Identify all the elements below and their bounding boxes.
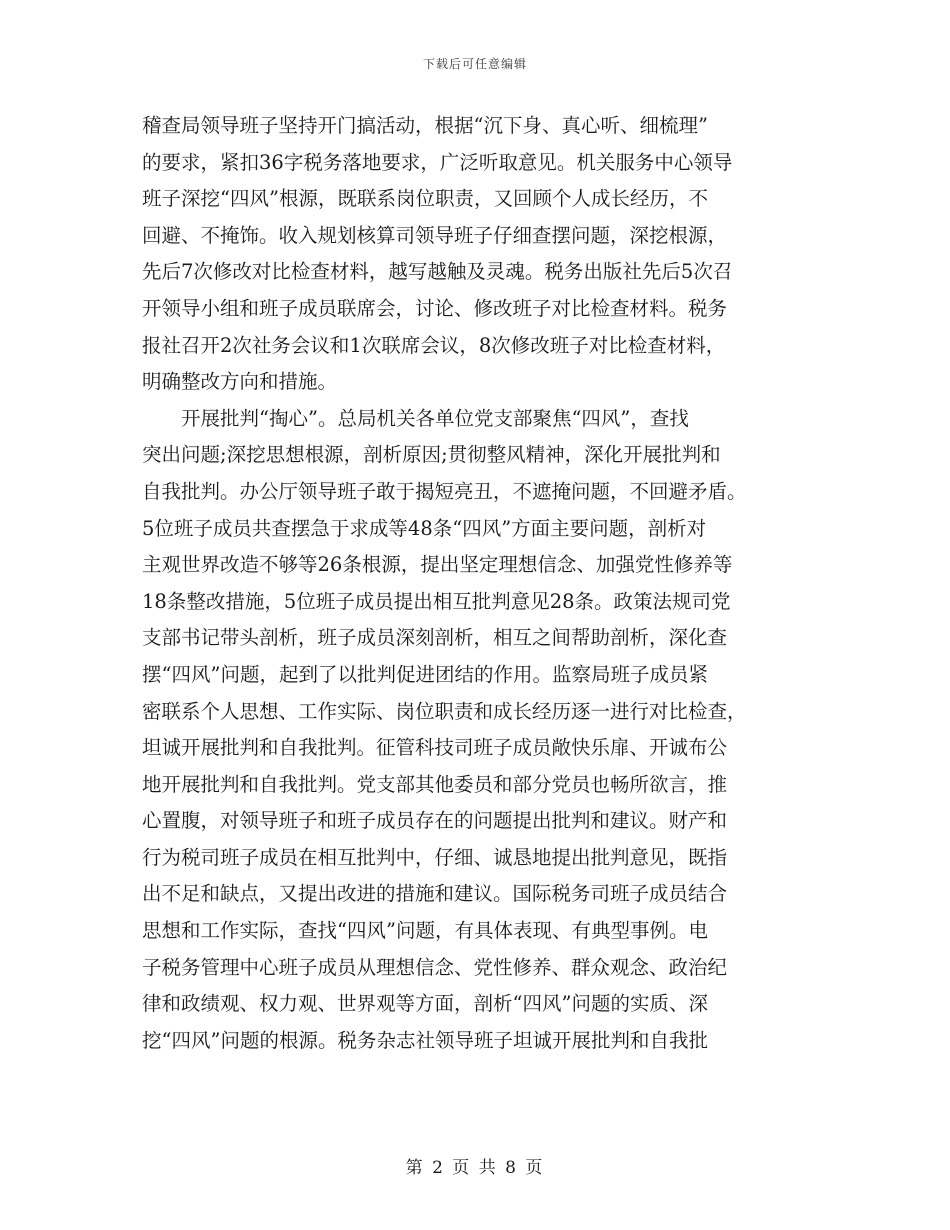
- document-body: [142, 108, 810, 1059]
- page-number-footer: 第 2 页 共 8 页: [405, 1158, 545, 1178]
- text-line: 出不足和缺点，又提出改进的措施和建议。国际税务司班子成员结合: [142, 882, 728, 906]
- text-line: 明确整改方向和措施。: [142, 370, 338, 394]
- text-line: 突出问题;深挖思想根源，剖析原因;贯彻整风精神，深化开展批判和: [142, 443, 721, 467]
- text-line: 18条整改措施，5位班子成员提出相互批判意见28条。政策法规司党: [142, 589, 731, 613]
- text-line: 自我批判。办公厅领导班子敢于揭短亮丑，不遮掩问题，不回避矛盾。: [142, 479, 747, 503]
- text-line: 心置腹，对领导班子和班子成员存在的问题提出批判和建议。财产和: [142, 809, 728, 833]
- page-header: 下载后可任意编辑: [422, 57, 527, 71]
- text-line: 班子深挖“四风”根源，既联系岗位职责，又回顾个人成长经历，不: [142, 187, 708, 211]
- paragraph-2: [142, 401, 810, 1060]
- text-line: 稽查局领导班子坚持开门搞活动，根据“沉下身、真心听、细梳理”: [142, 114, 708, 137]
- paragraph-1: [142, 108, 810, 401]
- text-line: 地开展批判和自我批判。党支部其他委员和部分党员也畅所欲言，推: [142, 772, 728, 796]
- text-line: 开展批判“掏心”。总局机关各单位党支部聚焦“四风”，查找: [142, 406, 689, 430]
- text-line: 行为税司班子成员在相互批判中，仔细、诚恳地提出批判意见，既指: [142, 845, 728, 869]
- text-line: 子税务管理中心班子成员从理想信念、党性修养、群众观念、政治纪: [142, 955, 728, 979]
- text-line: 坦诚开展批判和自我批判。征管科技司班子成员敞快乐扉、开诚布公: [142, 736, 728, 760]
- text-line: 先后7次修改对比检查材料，越写越触及灵魂。税务出版社先后5次召: [142, 260, 733, 284]
- text-line: 主观世界改造不够等26条根源，提出坚定理想信念、加强党性修养等: [142, 553, 733, 577]
- text-line: 5位班子成员共查摆急于求成等48条“四风”方面主要问题，剖析对: [142, 516, 707, 540]
- text-line: 律和政绩观、权力观、世界观等方面，剖析“四风”问题的实质、深: [142, 992, 708, 1016]
- text-line: 挖“四风”问题的根源。税务杂志社领导班子坦诚开展批判和自我批: [142, 1028, 708, 1052]
- text-line: 报社召开2次社务会议和1次联席会议，8次修改班子对比检查材料，: [142, 333, 726, 357]
- text-line: 密联系个人思想、工作实际、岗位职责和成长经历逐一进行对比检查，: [142, 699, 747, 723]
- text-line: 开领导小组和班子成员联席会，讨论、修改班子对比检查材料。税务: [142, 296, 728, 320]
- text-line: 回避、不掩饰。收入规划核算司领导班子仔细查摆问题，深挖根源，: [142, 223, 728, 247]
- text-line: 摆“四风”问题，起到了以批判促进团结的作用。监察局班子成员紧: [142, 662, 708, 686]
- text-line: 支部书记带头剖析，班子成员深刻剖析，相互之间帮助剖析，深化查: [142, 626, 728, 650]
- text-line: 思想和工作实际，查找“四风”问题，有具体表现、有典型事例。电: [142, 919, 708, 943]
- text-line: 的要求，紧扣36字税务落地要求，广泛听取意见。机关服务中心领导: [142, 150, 733, 174]
